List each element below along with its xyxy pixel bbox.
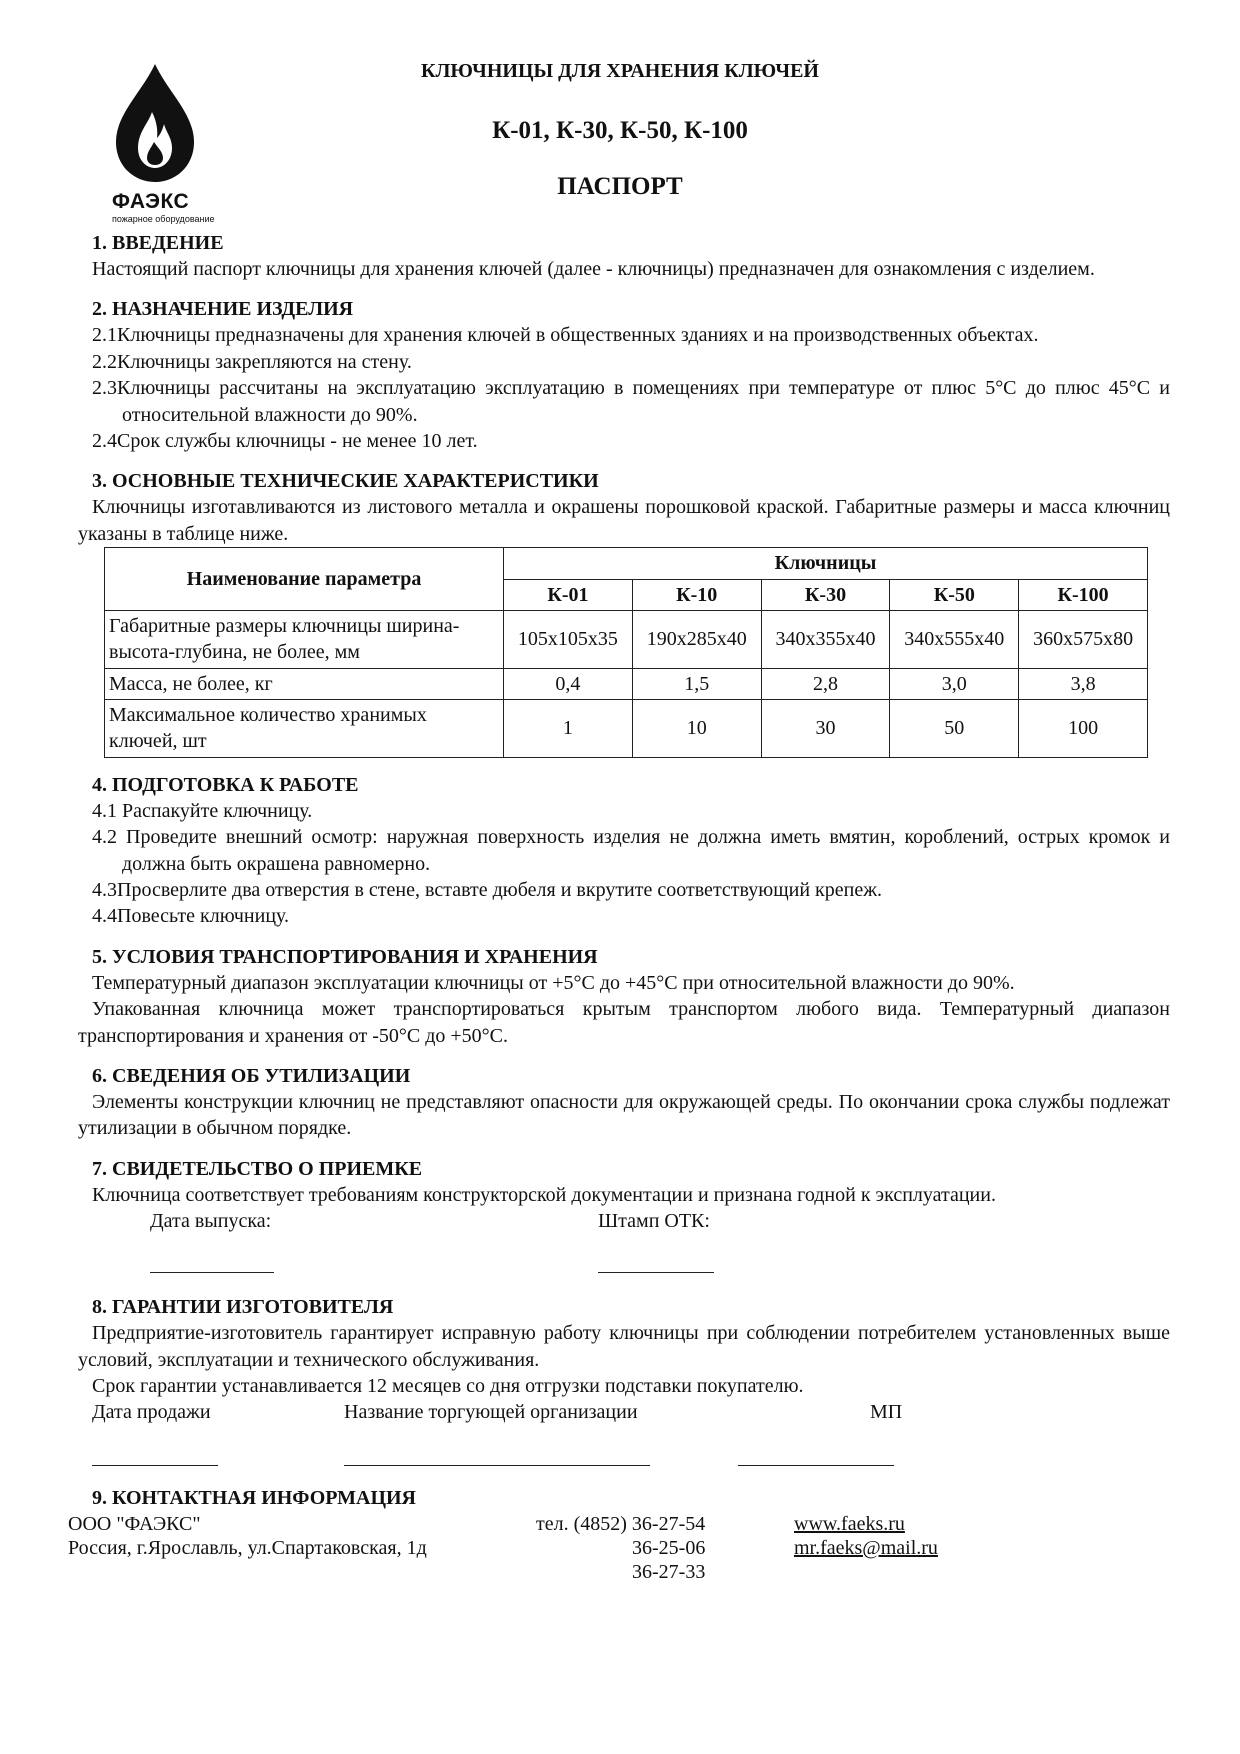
section-preparation: [78, 772, 1170, 930]
doc-models: К-01, К-30, К-50, К-100: [492, 117, 748, 144]
section-contacts: [68, 1485, 1170, 1589]
phone-2: 36-25-06: [632, 1537, 706, 1560]
table-cell: 360x575x80: [1019, 610, 1148, 668]
release-date-line: [150, 1272, 274, 1273]
param-name: Максимальное количество хранимых ключей, шт: [105, 700, 504, 758]
company-address: Россия, г.Ярославль, ул.Спартаковская, 1д: [68, 1537, 427, 1560]
release-date-label: Дата выпуска:: [150, 1210, 272, 1233]
table-row: [105, 668, 1148, 699]
section-heading: 6. СВЕДЕНИЯ ОБ УТИЛИЗАЦИИ: [92, 1064, 411, 1087]
company-name: ООО "ФАЭКС": [68, 1513, 201, 1536]
table-cell: 3,0: [890, 668, 1019, 699]
section-specs: [78, 468, 1170, 758]
section-text: Ключница соответствует требованиям конструкторской документации и признана годной к эксплуатации.: [92, 1183, 996, 1206]
model-header: К-50: [890, 579, 1019, 610]
website-link[interactable]: www.faeks.ru: [794, 1513, 905, 1536]
section-heading: 4. ПОДГОТОВКА К РАБОТЕ: [92, 773, 359, 796]
phone-3: 36-27-33: [632, 1561, 706, 1584]
section-disposal: [78, 1063, 1170, 1142]
doc-title: КЛЮЧНИЦЫ ДЛЯ ХРАНЕНИЯ КЛЮЧЕЙ: [421, 60, 819, 82]
list-item: 2.1Ключницы предназначены для хранения ключей в общественных зданиях и на производственных объектах.: [92, 324, 1039, 347]
section-text: Ключницы изготавливаются из листового металла и окрашены порошковой краской. Габаритные размеры и масса ключниц указаны в таблице ниже.: [78, 496, 1170, 545]
section-intro: [78, 230, 1170, 282]
list-item: 2.3Ключницы рассчитаны на эксплуатацию эксплуатацию в помещениях при температуре от плюс 5°С до плюс 45°С и относительной влажности до 90%.: [92, 377, 1170, 426]
warranty-signatures: [78, 1399, 1170, 1479]
section-acceptance: [78, 1156, 1170, 1288]
logo-tagline: пожарное оборудование: [112, 214, 215, 224]
table-cell: 0,4: [504, 668, 633, 699]
section-text: Предприятие-изготовитель гарантирует исправную работу ключницы при соблюдении потребителем установленных выше условий, эксплуатации и технического обслуживания.: [78, 1322, 1170, 1371]
contact-block: [68, 1511, 1170, 1589]
section-warranty: [78, 1294, 1170, 1479]
section-heading: 1. ВВЕДЕНИЕ: [92, 232, 224, 254]
list-item: 4.1 Распакуйте ключницу.: [92, 799, 313, 822]
section-text: Температурный диапазон эксплуатации ключницы от +5°С до +45°С при относительной влажности до 90%.: [92, 971, 1015, 994]
param-name: Масса, не более, кг: [105, 668, 504, 699]
email-link[interactable]: mr.faeks@mail.ru: [794, 1537, 938, 1560]
param-header: Наименование параметра: [105, 548, 504, 611]
mp-label: МП: [870, 1401, 903, 1424]
table-cell: 190x285x40: [632, 610, 761, 668]
logo-brand: ФАЭКС: [112, 190, 190, 213]
list-item: 4.2 Проведите внешний осмотр: наружная поверхность изделия не должна иметь вмятин, короблений, острых кромок и должна быть окрашена равномерно.: [92, 826, 1170, 875]
company-logo: [112, 62, 252, 232]
table-cell: 340x355x40: [761, 610, 890, 668]
stamp-line: [598, 1272, 714, 1273]
list-item: 2.2Ключницы закрепляются на стену.: [92, 350, 412, 373]
table-cell: 1,5: [632, 668, 761, 699]
table-cell: 100: [1019, 700, 1148, 758]
section-text: Элементы конструкции ключниц не представляют опасности для окружающей среды. По окончании срока службы подлежат утилизации в обычном порядке.: [78, 1090, 1170, 1140]
sale-date-label: Дата продажи: [92, 1401, 211, 1424]
param-name: Габаритные размеры ключницы ширина- высота-глубина, не более, мм: [105, 610, 504, 668]
table-cell: 10: [632, 700, 761, 758]
section-text: Упакованная ключница может транспортироваться крытым транспортом любого вида. Температурный диапазон транспортирования и хранения от -50°С до +50°С.: [78, 998, 1170, 1047]
model-header: К-10: [632, 579, 761, 610]
mp-line: [738, 1465, 894, 1466]
group-header: Ключницы: [504, 548, 1148, 579]
org-name-line: [344, 1465, 650, 1466]
table-cell: 2,8: [761, 668, 890, 699]
specs-table: [104, 547, 1148, 758]
table-cell: 3,8: [1019, 668, 1148, 699]
table-row: [105, 610, 1148, 668]
table-cell: 50: [890, 700, 1019, 758]
phone-1: тел. (4852) 36-27-54: [536, 1513, 706, 1536]
model-header: К-30: [761, 579, 890, 610]
section-text: Срок гарантии устанавливается 12 месяцев со дня отгрузки подставки покупателю.: [92, 1374, 804, 1397]
org-name-label: Название торгующей организации: [344, 1401, 638, 1424]
table-row: [105, 700, 1148, 758]
section-heading: 5. УСЛОВИЯ ТРАНСПОРТИРОВАНИЯ И ХРАНЕНИЯ: [92, 945, 598, 968]
section-transport: [78, 944, 1170, 1049]
section-heading: 2. НАЗНАЧЕНИЕ ИЗДЕЛИЯ: [92, 298, 354, 321]
table-cell: 30: [761, 700, 890, 758]
table-cell: 105x105x35: [504, 610, 633, 668]
doc-type: ПАСПОРТ: [557, 173, 683, 200]
sale-date-line: [92, 1465, 218, 1466]
section-heading: 8. ГАРАНТИИ ИЗГОТОВИТЕЛЯ: [92, 1296, 394, 1319]
model-header: К-01: [504, 579, 633, 610]
list-item: 2.4Срок службы ключницы - не менее 10 лет.: [92, 429, 478, 452]
section-text: Настоящий паспорт ключницы для хранения ключей (далее - ключницы) предназначен для ознакомления с изделием.: [92, 258, 1095, 280]
table-cell: 1: [504, 700, 633, 758]
table-cell: 340x555x40: [890, 610, 1019, 668]
stamp-label: Штамп ОТК:: [598, 1210, 710, 1233]
section-purpose: [78, 296, 1170, 454]
document-body: [68, 230, 1170, 1603]
model-header: К-100: [1019, 579, 1148, 610]
section-heading: 9. КОНТАКТНАЯ ИНФОРМАЦИЯ: [92, 1487, 416, 1510]
list-item: 4.4Повесьте ключницу.: [92, 905, 290, 928]
section-heading: 3. ОСНОВНЫЕ ТЕХНИЧЕСКИЕ ХАРАКТЕРИСТИКИ: [92, 470, 599, 493]
section-heading: 7. СВИДЕТЕЛЬСТВО О ПРИЕМКЕ: [92, 1157, 423, 1180]
list-item: 4.3Просверлите два отверстия в стене, вставте дюбеля и вкрутите соответствующий крепеж.: [92, 879, 883, 902]
acceptance-signatures: [78, 1208, 1170, 1288]
